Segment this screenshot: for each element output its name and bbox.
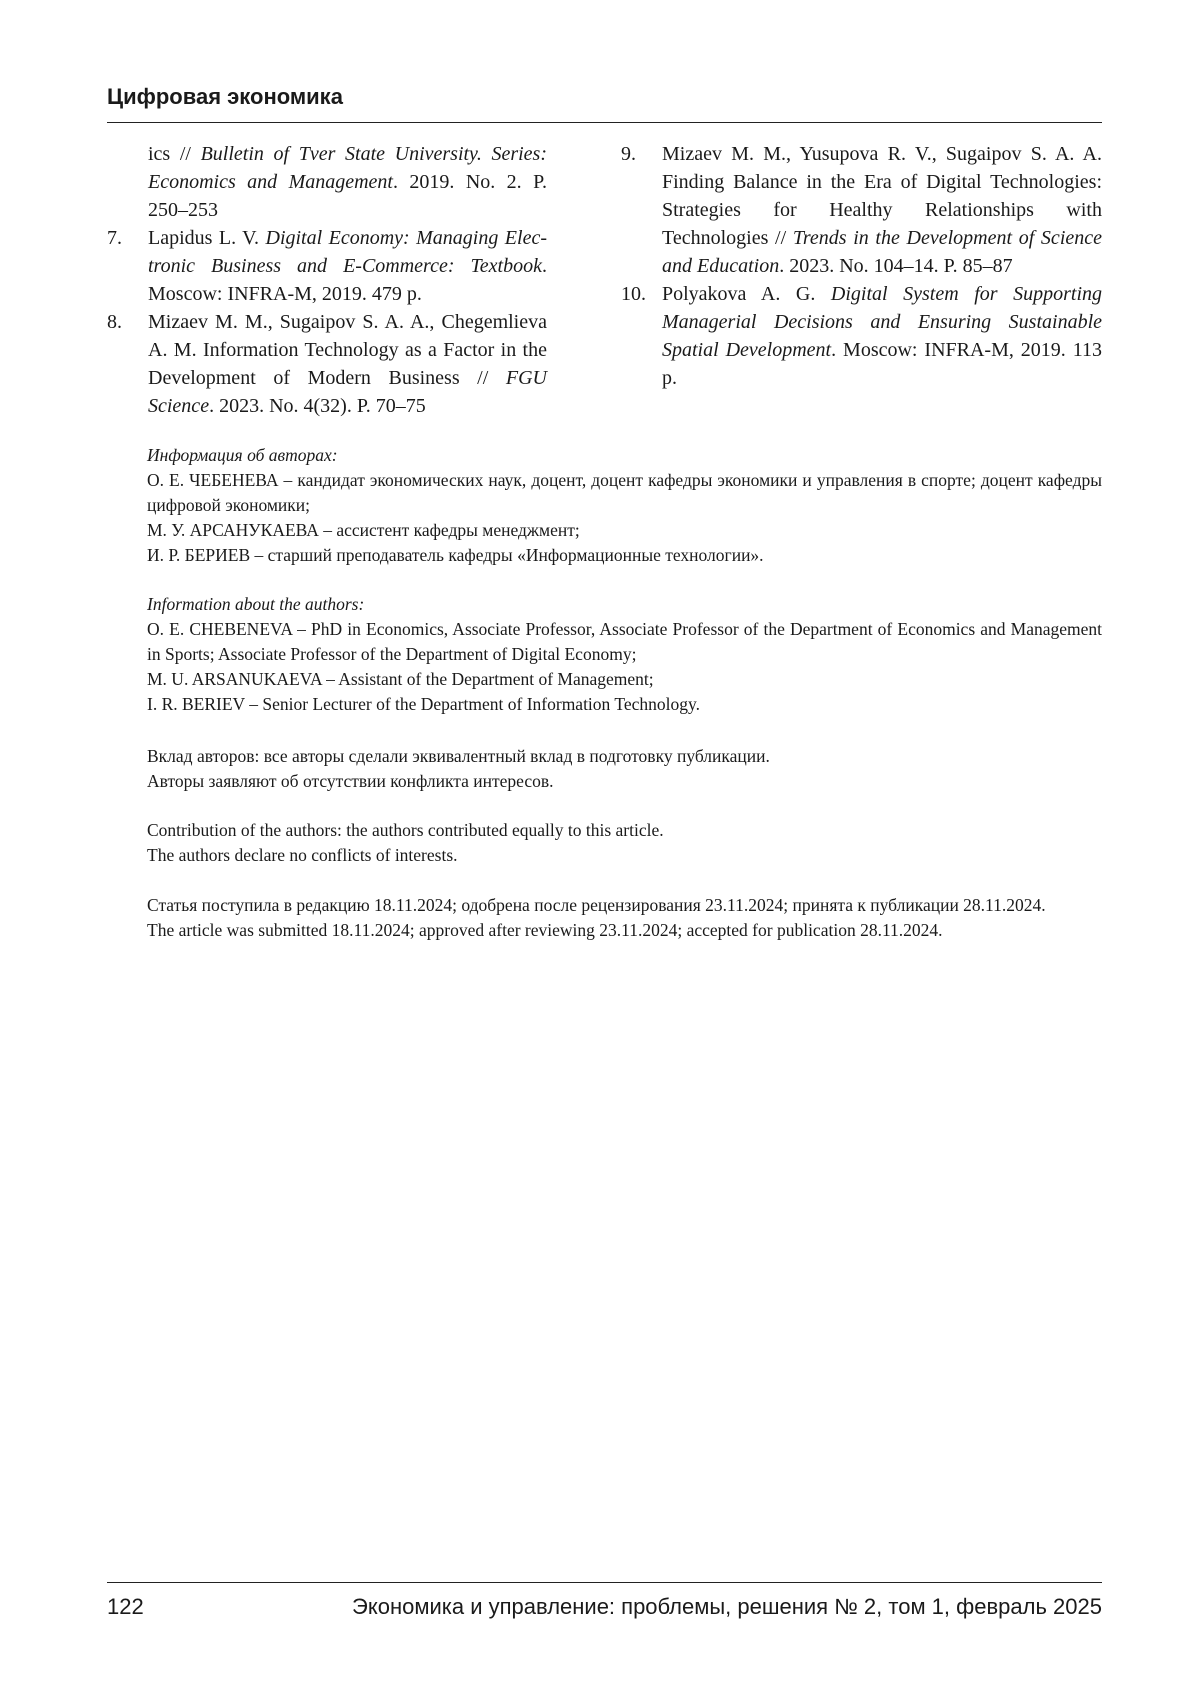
article-dates-ru: Статья поступила в редакцию 18.11.2024; одобрена после рецензирования 23.11.2024; принята к публикации 28.11.2024.: [147, 893, 1102, 918]
article-dates-en: The article was submitted 18.11.2024; approved after reviewing 23.11.2024; accepted for publication 28.11.2024.: [147, 918, 1102, 943]
reference-continuation: ics // Bulletin of Tver State University. Series: Economics and Management. 2019. No. 2. P. 250–253: [107, 140, 547, 224]
author-entry: И. Р. БЕРИЕВ – старший преподаватель кафедры «Информационные технологии».: [147, 543, 1102, 568]
author-entry: M. U. ARSANUKAEVA – Assistant of the Department of Management;: [147, 667, 1102, 692]
reference-item-10: 10. Polyakova A. G. Digital System for Supporting Managerial Decisions and Ensuring Sustain­able Spatial Development. Moscow: INFRA-M, 2019. 113 p.: [621, 280, 1102, 392]
reference-number: 7.: [107, 224, 148, 252]
authors-info-label: Информация об авторах:: [147, 443, 1102, 468]
author-entry: О. Е. ЧЕБЕНЕВА – кандидат экономических наук, доцент, доцент кафедры экономики и управления в спор­те; доцент кафедры цифровой экономики;: [147, 468, 1102, 518]
author-entry: М. У. АРСАНУКАЕВА – ассистент кафедры менеджмент;: [147, 518, 1102, 543]
journal-info: Экономика и управление: проблемы, решения № 2, том 1, февраль 2025: [352, 1594, 1102, 1620]
footer-rule: [107, 1582, 1102, 1583]
running-footer: [107, 1594, 1102, 1620]
conflict-statement: The authors declare no conflicts of interests.: [147, 843, 1102, 868]
reference-number: 10.: [621, 280, 662, 308]
page-number: 122: [107, 1594, 144, 1620]
authors-info-en: [147, 592, 1102, 717]
reference-number: 9.: [621, 140, 662, 168]
author-entry: I. R. BERIEV – Senior Lecturer of the Department of Information Technology.: [147, 692, 1102, 717]
reference-item-7: 7. Lapidus L. V. Digital Economy: Managing Elec­tronic Business and E-Commerce: Textbook. Moscow: INFRA-M, 2019. 479 p.: [107, 224, 547, 308]
references-left-column: [107, 140, 547, 420]
authors-info-label: Information about the authors:: [147, 592, 1102, 617]
contribution-en: [147, 818, 1102, 868]
header-rule: [107, 122, 1102, 123]
contribution-ru: [147, 744, 1102, 794]
reference-item-8: 8. Mizaev M. M., Sugaipov S. A. A., Chegemlie­va A. M. Information Technology as a Factor in the Development of Modern Business // FGU Science. 2023. No. 4(32). P. 70–75: [107, 308, 547, 420]
reference-item-9: 9. Mizaev M. M., Yusupova R. V., Sugai­pov S. A. A. Finding Balance in the Era of Dig­ital Technologies: Strategies for Healthy Re­lationships with Technologies // Trends in the Development of Science and Education. 2023. No. 104–14. P. 85–87: [621, 140, 1102, 280]
author-entry: O. E. CHEBENEVA – PhD in Economics, Associate Professor, Associate Professor of the Department of Economics and Management in Sports; Associate Professor of the Department of Digital Economy;: [147, 617, 1102, 667]
reference-number: 8.: [107, 308, 148, 336]
contribution-statement: Contribution of the authors: the authors contributed equally to this article.: [147, 818, 1102, 843]
authors-info-ru: [147, 443, 1102, 568]
conflict-statement: Авторы заявляют об отсутствии конфликта интересов.: [147, 769, 1102, 794]
running-header: Цифровая экономика: [107, 84, 1102, 110]
contribution-statement: Вклад авторов: все авторы сделали эквивалентный вклад в подготовку публикации.: [147, 744, 1102, 769]
article-dates: [147, 893, 1102, 943]
references-right-column: [621, 140, 1102, 392]
